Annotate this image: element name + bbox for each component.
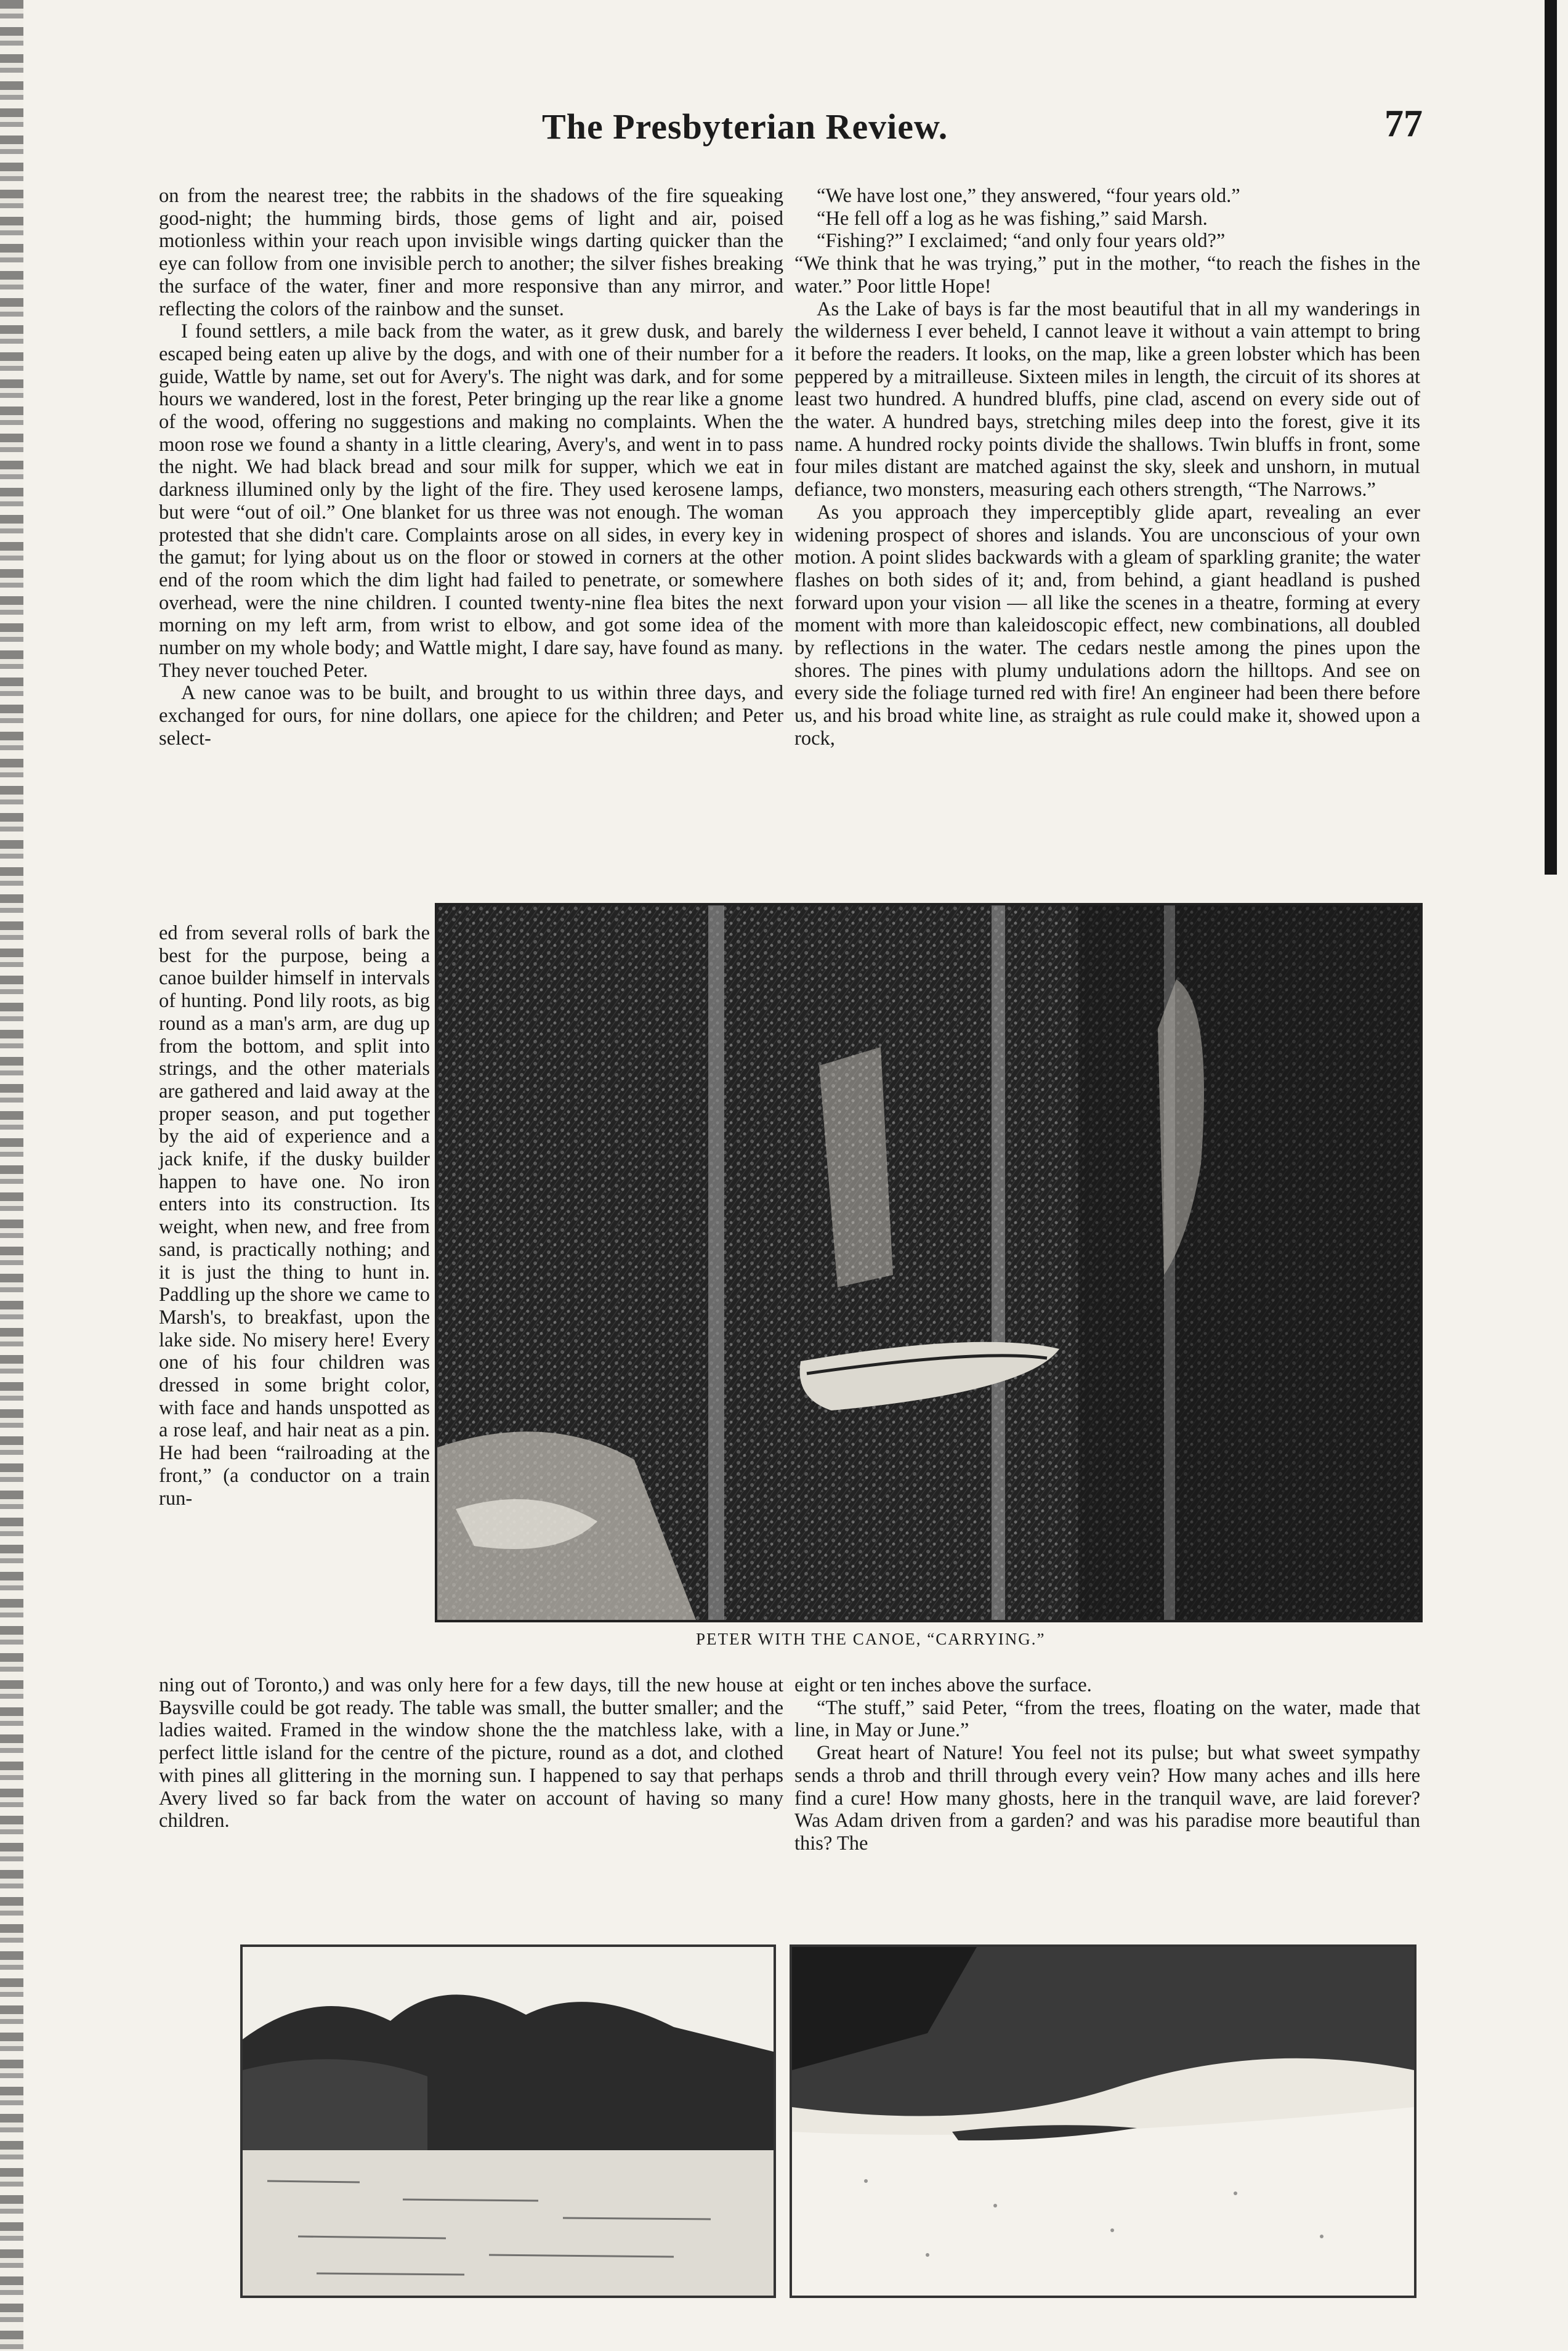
paragraph: As you approach they imperceptibly glide apart, revealing an ever widening prospect of shores and islands. You are unconscious of your own motion. A point slides backwards with a gleam of sparkling granite; the water flashes on both sides of it; and, from behind, a giant headland is pushed forward upon your vision — all like the scenes in a theatre, forming at every moment with more than kaleidoscopic effect, new combinations, all doubled by reflections in the water. The cedars nestle among the pines upon the shores. The pines with plumy undulations adorn the hilltops. And see on every side the foliage turned red with fire! An engineer had been there before us, and his broad white line, as straight as rule could make it, showed upon a rock, (794, 501, 1420, 750)
lake-shore-photo (240, 1944, 776, 2298)
paragraph: “We think that he was trying,” put in the mother, “to reach the fishes in the water.” Poor little Hope! (794, 253, 1420, 297)
paragraph: ning out of Toronto,) and was only here for a few days, till the new house at Baysville could be got ready. The table was small, the butter smaller; and the ladies waited. Framed in the window shone the the matchless lake, with a perfect little island for the centre of the picture, round as a dot, and clothed with pines all glittering in the morning sun. I happened to say that perhaps Avery lived so far back from the water on account of having so many children. (159, 1674, 783, 1832)
page-title: The Presbyterian Review. (542, 107, 948, 147)
canoe-beach-photo (790, 1944, 1416, 2298)
paragraph: I found settlers, a mile back from the water, as it grew dusk, and barely escaped being eaten up alive by the dogs, and with one of their number for a guide, Wattle by name, set out for Avery's. The night was dark, and for some hours we wandered, lost in the forest, Peter bringing up the rear like a gnome of the wood, offering no suggestions and making no complaints. When the moon rose we found a shanty in a little clearing, Avery's, and went in to pass the night. We had black bread and sour milk for supper, which we eat in darkness illumined only by the light of the fire. They used kerosene lamps, but were “out of oil.” One blanket for us three was not enough. The woman protested that she didn't care. Complaints arose on all sides, in every key in the gamut; for lying about us on the floor or stowed in corners at the other end of the room which the dim light had failed to penetrate, or somewhere overhead, were the nine children. I counted twenty-nine flea bites the next morning on my left arm, from wrist to elbow, and got some idea of the number on my whole body; and Wattle might, I dare say, have found as many. They never touched Peter. (159, 320, 783, 682)
canoe-forest-illustration (435, 903, 1423, 1622)
left-column-top (159, 185, 783, 750)
paragraph: ed from several rolls of bark the best for the purpose, being a canoe builder himself in intervals of hunting. Pond lily roots, as big round as a man's arm, are dug up from the bottom, and split into strings, and the other materials are gathered and laid away at the proper season, and put together by the aid of experience and a jack knife, if the dusky builder happen to have one. No iron enters into its construction. Its weight, when new, and free from sand, is practically nothing; and it is just the thing to hunt in. Paddling up the shore we came to Marsh's, to breakfast, upon the lake side. No misery here! Every one of his four children was dressed in some bright color, with face and hands unspotted as a rose leaf, and hair neat as a pin. He had been “railroading at the front,” (a conductor on a train run- (159, 922, 430, 1510)
paragraph: “Fishing?” I exclaimed; “and only four years old?” (817, 230, 1226, 253)
paragraph: “He fell off a log as he was fishing,” said Marsh. (817, 207, 1208, 230)
paragraph: A new canoe was to be built, and brought to us within three days, and exchanged for ours, for nine dollars, one apiece for the children; and Peter select- (159, 682, 783, 750)
paragraph: eight or ten inches above the surface. (794, 1674, 1092, 1696)
forest-engraving-image (437, 905, 1420, 1620)
right-column-top (794, 185, 1420, 750)
illustration-caption: PETER WITH THE CANOE, “CARRYING.” (696, 1630, 1046, 1648)
lake-shore-image (243, 1947, 774, 2296)
paragraph: “The stuff,” said Peter, “from the trees, floating on the water, made that line, in May or June.” (794, 1696, 1420, 1742)
paragraph: Great heart of Nature! You feel not its pulse; but what sweet sympathy sends a throb and thrill through every vein? How many aches and ills here find a cure! How many ghosts, here in the tranquil wave, are laid forever? Was Adam driven from a garden? and was his paradise more beautiful than this? The (794, 1742, 1420, 1855)
paragraph: on from the nearest tree; the rabbits in the shadows of the fire squeaking good-night; the humming birds, those gems of light and air, poised motionless within your reach upon invisible wings darting quicker than the eye can follow from one invisible perch to another; the silver fishes breaking the surface of the water, finer and more responsive than any mirror, and reflecting the colors of the rainbow and the sunset. (159, 185, 783, 320)
page-number: 77 (1384, 103, 1423, 145)
scan-border-rule (1545, 0, 1557, 875)
scanned-binding-edge (0, 0, 23, 2351)
paragraph: “We have lost one,” they answered, “four years old.” (817, 185, 1240, 207)
paragraph: As the Lake of bays is far the most beautiful that in all my wanderings in the wilderness I ever beheld, I cannot leave it without a vain attempt to bring it before the readers. It looks, on the map, like a green lobster which has been peppered by a mitrailleuse. Sixteen miles in length, the circuit of its shores at least two hundred. A hundred bluffs, pine clad, ascend on every side out of the water. A hundred bays, stretching miles deep into the forest, give it its name. A hundred rocky points divide the shallows. Twin bluffs in front, some four miles distant are matched against the sky, sleek and unshorn, in mutual defiance, two monsters, measuring each others strength, “The Narrows.” (794, 297, 1420, 501)
canoe-beach-image (792, 1947, 1414, 2296)
left-column-wrap (159, 922, 430, 1510)
right-column-bottom (794, 1674, 1420, 1855)
left-column-bottom (159, 1674, 783, 1832)
